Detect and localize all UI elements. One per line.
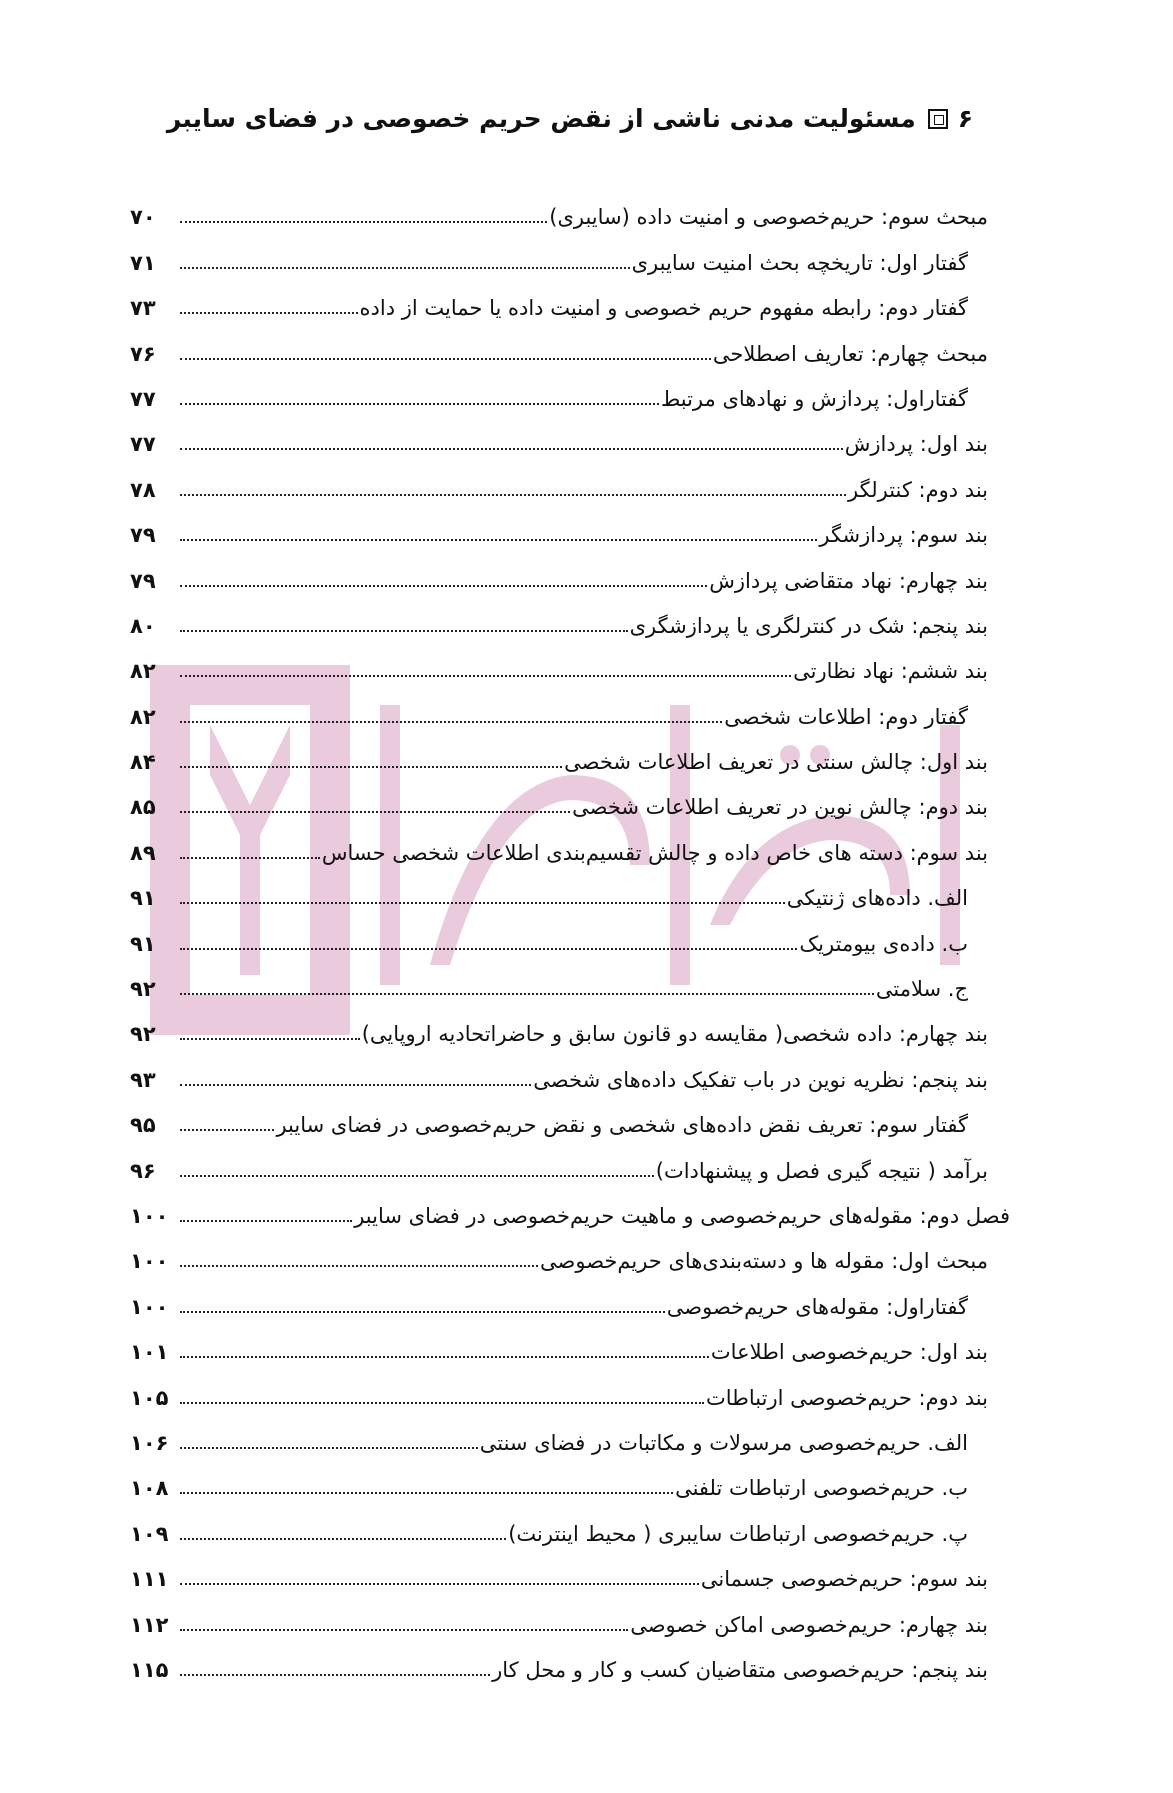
toc-entry[interactable] <box>130 1499 1010 1544</box>
toc-entry[interactable] <box>130 728 1010 773</box>
toc-entry-title: مبحث اول: مقوله ها و دسته‌بندی‌های حریم‌خصوصی <box>540 1249 988 1274</box>
dot-leader <box>180 267 630 269</box>
toc-entry-title: الف. داده‌های ژنتیکی <box>786 886 968 911</box>
toc-entry[interactable] <box>130 818 1010 863</box>
toc-entry[interactable] <box>130 319 1010 364</box>
toc-entry-title: بند پنجم: نظریه نوین در باب تفکیک داده‌های شخصی <box>533 1067 988 1092</box>
book-title: مسئولیت مدنی ناشی از نقض حریم خصوصی در فضای سایبر <box>166 104 916 133</box>
toc-entry[interactable] <box>130 1227 1010 1272</box>
toc-entry-page: ۱۱۲ <box>130 1612 169 1637</box>
toc-entry-page: ۹۵ <box>130 1113 156 1138</box>
dot-leader <box>180 1402 704 1404</box>
toc-entry-title: گفتار دوم: رابطه مفهوم حریم خصوصی و امنیت داده یا حمایت از داده <box>359 296 968 321</box>
dot-leader <box>180 721 722 723</box>
toc-entry-page: ۹۲ <box>130 977 156 1002</box>
toc-entry-title: ب. داده‌ی بیومتریک <box>799 931 968 956</box>
toc-entry-title: بند اول: چالش سنتی در تعریف اطلاعات شخصی <box>564 750 988 775</box>
toc-entry-page: ۱۰۵ <box>130 1385 169 1410</box>
dot-leader <box>180 902 785 904</box>
toc-entry-page: ۸۲ <box>130 704 156 729</box>
toc-entry[interactable] <box>130 909 1010 954</box>
dot-leader <box>180 1538 506 1540</box>
toc-entry[interactable] <box>130 682 1010 727</box>
dot-leader <box>180 585 707 587</box>
dot-leader <box>180 494 846 496</box>
dot-leader <box>180 1084 531 1086</box>
toc-entry-page: ۷۹ <box>130 568 156 593</box>
toc-entry[interactable] <box>130 955 1010 1000</box>
dot-leader <box>180 948 797 950</box>
toc-entry[interactable] <box>130 1590 1010 1635</box>
toc-entry-page: ۸۲ <box>130 659 156 684</box>
dot-leader <box>180 403 659 405</box>
toc-entry-title: برآمد ( نتیجه گیری فصل و پیشنهادات) <box>655 1158 988 1183</box>
toc-entry[interactable] <box>130 637 1010 682</box>
dot-leader <box>180 1175 654 1177</box>
dot-leader <box>180 1038 360 1040</box>
toc-entry[interactable] <box>130 592 1010 637</box>
toc-entry[interactable] <box>130 1136 1010 1181</box>
toc-entry-page: ۱۰۶ <box>130 1430 169 1455</box>
dot-leader <box>180 448 843 450</box>
toc-entry-title: بند اول: حریم‌خصوصی اطلاعات <box>710 1340 988 1365</box>
toc-entry-title: بند دوم: حریم‌خصوصی ارتباطات <box>705 1385 988 1410</box>
table-of-contents <box>130 183 1010 1681</box>
toc-entry-page: ۷۹ <box>130 523 156 548</box>
dot-leader <box>180 993 874 995</box>
toc-entry-title: گفتاراول: پردازش و نهادهای مرتبط <box>660 386 968 411</box>
dot-leader <box>180 1311 665 1313</box>
toc-entry[interactable] <box>130 228 1010 273</box>
toc-entry-page: ۱۱۵ <box>130 1657 169 1682</box>
toc-entry-title: ب. حریم‌خصوصی ارتباطات تلفنی <box>675 1476 968 1501</box>
toc-entry[interactable] <box>130 1409 1010 1454</box>
dot-leader <box>180 358 711 360</box>
dot-leader <box>180 675 791 677</box>
toc-entry-page: ۹۳ <box>130 1067 156 1092</box>
toc-entry-page: ۱۰۰ <box>130 1203 169 1228</box>
dot-leader <box>180 1492 673 1494</box>
toc-entry[interactable] <box>130 1182 1010 1227</box>
toc-entry[interactable] <box>130 773 1010 818</box>
toc-entry[interactable] <box>130 1636 1010 1681</box>
toc-entry-title: گفتاراول: مقوله‌های حریم‌خصوصی <box>666 1294 968 1319</box>
toc-entry[interactable] <box>130 864 1010 909</box>
toc-entry-page: ۸۰ <box>130 613 156 638</box>
toc-entry-page: ۹۶ <box>130 1158 156 1183</box>
dot-leader <box>180 312 358 314</box>
dot-leader <box>180 1220 352 1222</box>
dot-leader <box>180 811 570 813</box>
dot-leader <box>180 1265 538 1267</box>
toc-entry-title: بند سوم: حریم‌خصوصی جسمانی <box>700 1567 988 1592</box>
toc-entry-title: گفتار اول: تاریخچه بحث امنیت سایبری <box>631 250 968 275</box>
toc-entry-title: ج. سلامتی <box>875 977 968 1002</box>
toc-entry[interactable] <box>130 1363 1010 1408</box>
toc-entry[interactable] <box>130 1091 1010 1136</box>
toc-entry[interactable] <box>130 1000 1010 1045</box>
toc-entry-page: ۱۰۹ <box>130 1521 169 1546</box>
toc-entry[interactable] <box>130 1045 1010 1090</box>
toc-entry-page: ۱۱۱ <box>130 1567 169 1592</box>
square-ornament-icon <box>928 109 948 129</box>
toc-entry[interactable] <box>130 183 1010 228</box>
toc-entry-title: پ. حریم‌خصوصی ارتباطات سایبری ( محیط اینترنت) <box>508 1521 968 1546</box>
toc-entry[interactable] <box>130 274 1010 319</box>
toc-entry-title: بند دوم: کنترلگر <box>848 477 988 502</box>
toc-entry-page: ۹۱ <box>130 886 156 911</box>
toc-entry-title: الف. حریم‌خصوصی مرسولات و مکاتبات در فضای سنتی <box>479 1430 968 1455</box>
dot-leader <box>180 766 562 768</box>
dot-leader <box>180 1129 274 1131</box>
toc-entry-page: ۷۸ <box>130 477 156 502</box>
toc-entry[interactable] <box>130 1272 1010 1317</box>
toc-entry-page: ۱۰۸ <box>130 1476 169 1501</box>
dot-leader <box>180 221 547 223</box>
toc-entry-page: ۷۷ <box>130 432 156 457</box>
toc-entry-page: ۸۵ <box>130 795 156 820</box>
dot-leader <box>180 1583 699 1585</box>
dot-leader <box>180 1629 628 1631</box>
toc-entry-title: بند پنجم: شک در کنترلگری یا پردازشگری <box>629 613 988 638</box>
toc-entry[interactable] <box>130 1545 1010 1590</box>
toc-entry[interactable] <box>130 1454 1010 1499</box>
toc-entry-page: ۱۰۱ <box>130 1340 169 1365</box>
dot-leader <box>180 1674 490 1676</box>
toc-entry-title: بند چهارم: نهاد متقاضی پردازش <box>709 568 988 593</box>
toc-entry[interactable] <box>130 455 1010 500</box>
toc-entry-title: گفتار سوم: تعریف نقض داده‌های شخصی و نقض حریم‌خصوصی در فضای سایبر <box>276 1113 968 1138</box>
dot-leader <box>180 857 320 859</box>
toc-entry-page: ۱۰۰ <box>130 1294 169 1319</box>
toc-entry[interactable] <box>130 546 1010 591</box>
toc-entry-title: بند چهارم: داده شخصی( مقایسه دو قانون سابق و حاضراتحادیه اروپایی) <box>361 1022 988 1047</box>
toc-entry-title: گفتار دوم: اطلاعات شخصی <box>724 704 968 729</box>
dot-leader <box>180 1356 709 1358</box>
toc-entry-title: بند چهارم: حریم‌خصوصی اماکن خصوصی <box>630 1612 988 1637</box>
dot-leader <box>180 539 817 541</box>
toc-entry-page: ۷۳ <box>130 296 156 321</box>
toc-entry-title: بند پنجم: حریم‌خصوصی متقاضیان کسب و کار و محل کار <box>492 1657 988 1682</box>
toc-entry[interactable] <box>130 501 1010 546</box>
toc-entry-title: مبحث چهارم: تعاریف اصطلاحی <box>712 341 988 366</box>
toc-entry-page: ۸۴ <box>130 750 156 775</box>
toc-entry-page: ۷۷ <box>130 386 156 411</box>
toc-entry-page: ۹۱ <box>130 931 156 956</box>
toc-entry[interactable] <box>130 365 1010 410</box>
toc-entry-title: بند سوم: پردازشگر <box>819 523 988 548</box>
toc-entry-title: بند ششم: نهاد نظارتی <box>793 659 988 684</box>
toc-entry-title: مبحث سوم: حریم‌خصوصی و امنیت داده (سایبری) <box>549 205 988 230</box>
toc-entry-page: ۹۲ <box>130 1022 156 1047</box>
toc-entry-page: ۷۱ <box>130 250 156 275</box>
page-number: ۶ <box>957 104 973 133</box>
dot-leader <box>180 1447 478 1449</box>
toc-entry-title: بند دوم: چالش نوین در تعریف اطلاعات شخصی <box>572 795 988 820</box>
toc-entry[interactable] <box>130 1318 1010 1363</box>
toc-entry-page: ۷۰ <box>130 205 156 230</box>
toc-entry-page: ۱۰۰ <box>130 1249 169 1274</box>
toc-entry-page: ۷۶ <box>130 341 156 366</box>
toc-entry-title: بند سوم: دسته های خاص داده و چالش تقسیم‌بندی اطلاعات شخصی حساس <box>321 840 988 865</box>
toc-entry[interactable] <box>130 410 1010 455</box>
toc-entry-page: ۸۹ <box>130 840 156 865</box>
running-header <box>90 104 973 133</box>
toc-entry-title: فصل دوم: مقوله‌های حریم‌خصوصی و ماهیت حریم‌خصوصی در فضای سایبر <box>354 1203 1010 1228</box>
dot-leader <box>180 630 628 632</box>
toc-entry-title: بند اول: پردازش <box>844 432 988 457</box>
